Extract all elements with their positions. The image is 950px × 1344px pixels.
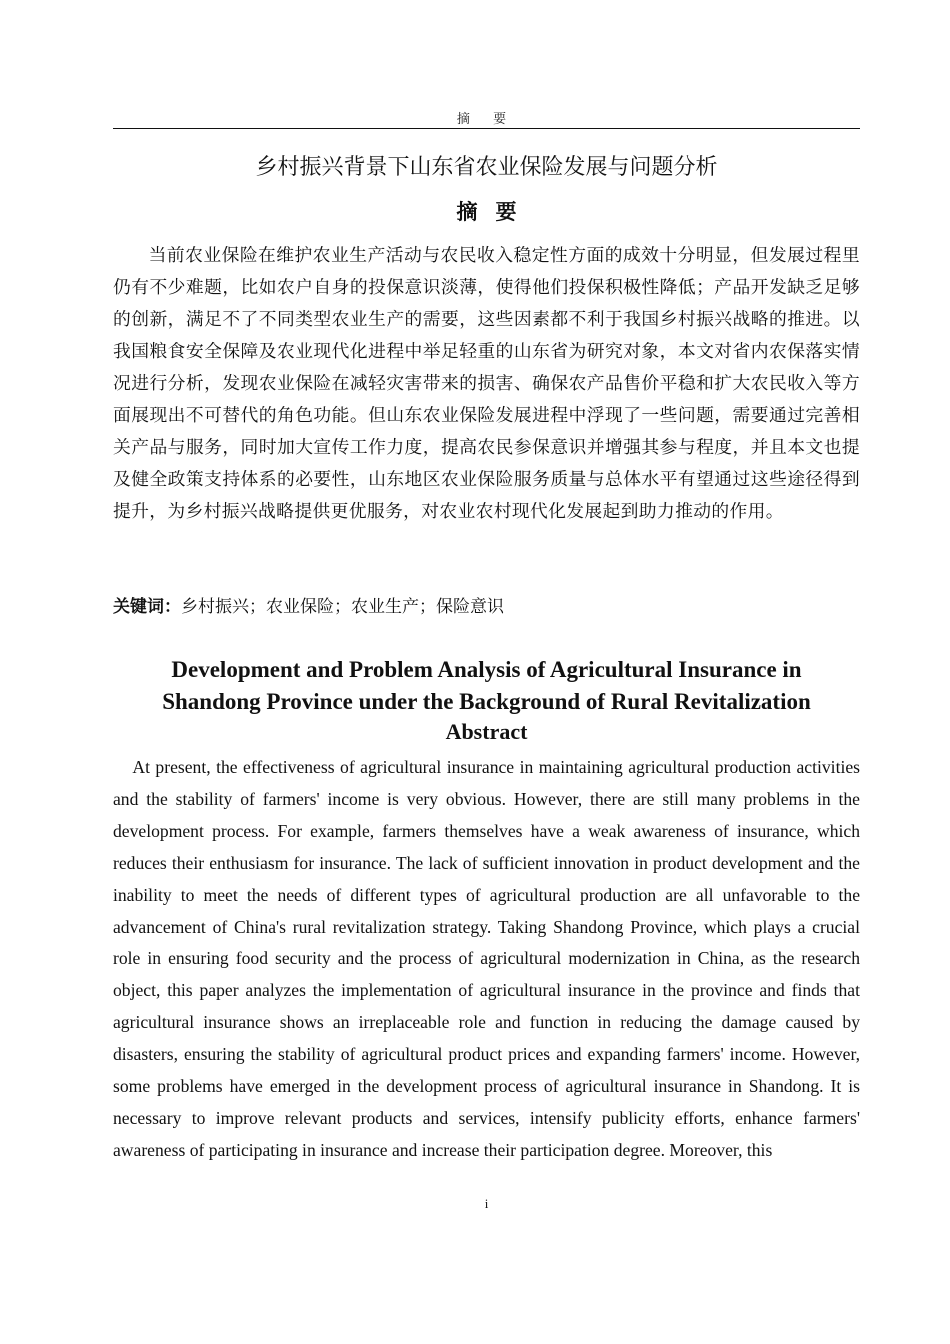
chinese-title: 乡村振兴背景下山东省农业保险发展与问题分析 (255, 155, 718, 180)
english-title-line2: Shandong Province under the Background of Rural Revitalization (162, 689, 811, 714)
chinese-keywords (113, 592, 860, 622)
keywords-label: 关键词： (113, 597, 181, 617)
english-title (113, 654, 860, 718)
page-number: i (484, 1196, 489, 1211)
english-title-line1: Development and Problem Analysis of Agricultural Insurance in (171, 657, 802, 682)
english-abstract-body: At present, the effectiveness of agricultural insurance in maintaining agricultural production activities and the stability of farmers' income is very obvious. However, there are still many problems in the development process. For example, farmers themselves have a weak awareness of insurance, which reduces their enthusiasm for insurance. The lack of sufficient innovation in product development and the inability to meet the needs of different types of agricultural production are all unfavorable to the advancement of China's rural revitalization strategy. Taking Shandong Province, which plays a crucial role in ensuring food security and the process of agricultural modernization in China, as the research object, this paper analyzes the implementation of agricultural insurance in the province and finds that agricultural insurance shows an irreplaceable role and function in reducing the damage caused by disasters, ensuring the stability of agricultural product prices and expanding farmers' income. However, some problems have emerged in the development process of agricultural insurance in Shandong. It is necessary to improve relevant products and services, intensify publicity efforts, enhance farmers' awareness of participating in insurance and increase their participation degree. Moreover, this (113, 757, 860, 1160)
chinese-abstract-body: 当前农业保险在维护农业生产活动与农民收入稳定性方面的成效十分明显，但发展过程里仍有不少难题，比如农户自身的投保意识淡薄，使得他们投保积极性降低；产品开发缺乏足够的创新，满足不了不同类型农业生产的需要，这些因素都不利于我国乡村振兴战略的推进。以我国粮食安全保障及农业现代化进程中举足轻重的山东省为研究对象，本文对省内农保落实情况进行分析，发现农业保险在减轻灾害带来的损害、确保农产品售价平稳和扩大农民收入等方面展现出不可替代的角色功能。但山东农业保险发展进程中浮现了一些问题，需要通过完善相关产品与服务，同时加大宣传工作力度，提高农民参保意识并增强其参与程度，并且本文也提及健全政策支持体系的必要性，山东地区农业保险服务质量与总体水平有望通过这些途径得到提升，为乡村振兴战略提供更优服务，对农业农村现代化发展起到助力推动的作用。 (113, 245, 860, 522)
running-header: 摘 要 (456, 111, 517, 126)
chinese-abstract-heading: 摘要 (456, 200, 535, 224)
header-rule (113, 128, 860, 129)
english-abstract-heading: Abstract (445, 719, 528, 744)
keywords-list: 乡村振兴；农业保险；农业生产；保险意识 (181, 597, 504, 617)
